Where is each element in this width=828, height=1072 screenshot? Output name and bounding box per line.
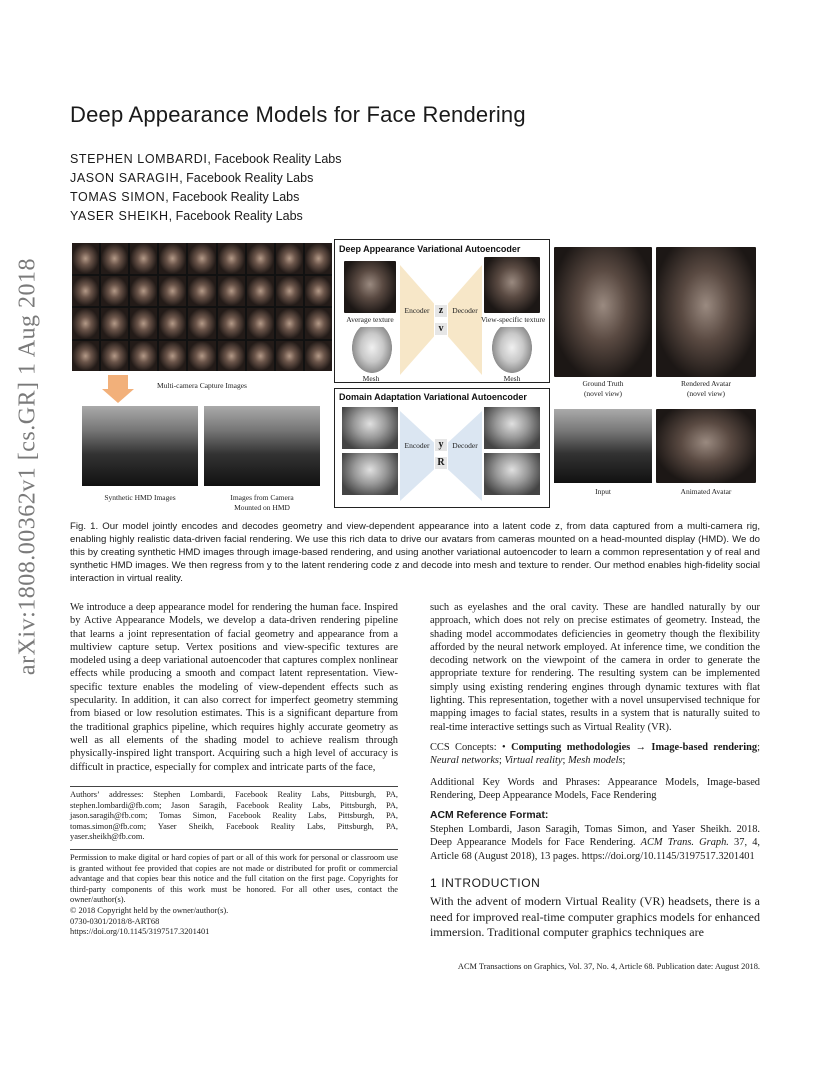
- page-footer: ACM Transactions on Graphics, Vol. 37, No. 4, Article 68. Publication date: August 2018.: [457, 962, 760, 971]
- synthetic-hmd-image: [82, 406, 198, 486]
- capture-image-grid: [72, 243, 332, 371]
- animated-avatar-image: [656, 409, 756, 483]
- ccs-concepts: [430, 741, 760, 768]
- mesh-label-right: Mesh: [503, 374, 521, 383]
- latent-z: z: [435, 305, 447, 317]
- ground-truth-label-2: (novel view): [583, 389, 623, 398]
- ccs-term: Virtual reality: [504, 755, 563, 767]
- ground-truth-image: [554, 247, 652, 377]
- da-output-image-1: [484, 407, 540, 449]
- teaser-figure: [72, 243, 758, 515]
- author-line: [70, 188, 342, 207]
- footnote-issn: 0730-0301/2018/8-ART68: [70, 916, 160, 926]
- author-affiliation: , Facebook Reality Labs: [165, 190, 300, 204]
- footnote-divider-2: [70, 849, 398, 850]
- abstract-column-1: We introduce a deep appearance model for rendering the human face. Inspired by Active Appearance Models, we develop a data-driven rendering pipeline that learns a joint representation of facial geometry and appearance from a multiview capture setup. Vertex positions and view-specific textures are modeled using a deep variational autoencoder that captures complex nonlinear effects while producing a smooth and compact latent representation. View-specific texture enables the modeling of view-dependent effects such as specularity. In addition, it can also correct for imperfect geometry stemming from biased or low resolution estimates. This is a significant departure from the traditional graphics pipeline, which requires highly accurate geometry as well as all elements of the shading model to achieve realism through physically-inspired light transport. Acquiring such a high level of accuracy is difficult in practice, especially for complex and intricate parts of the face,: [70, 602, 398, 773]
- animated-avatar-label: Animated Avatar: [680, 487, 732, 496]
- da-output-image-2: [484, 453, 540, 495]
- domain-adaptation-title: Domain Adaptation Variational Autoencoder: [339, 392, 527, 402]
- introduction-heading: 1 INTRODUCTION: [430, 876, 541, 890]
- rendered-avatar-image: [656, 247, 756, 377]
- ccs-bold: Computing methodologies → Image-based rendering: [511, 742, 758, 753]
- acm-reference-heading: ACM Reference Format:: [430, 810, 549, 821]
- footnote-copyright: © 2018 Copyright held by the owner/author(s).: [70, 905, 229, 915]
- author-name: YASER SHEIKH: [70, 209, 169, 223]
- ccs-sep: ;: [562, 755, 568, 767]
- mesh-image-left: [352, 327, 392, 373]
- latent-v: v: [435, 323, 447, 335]
- author-list: [70, 150, 342, 226]
- paper-title: Deep Appearance Models for Face Rendering: [70, 102, 526, 127]
- mesh-label-left: Mesh: [362, 374, 380, 383]
- input-hmd-image: [554, 409, 652, 483]
- da-encoder-label: Encoder: [404, 441, 430, 450]
- ccs-term: Neural networks: [430, 755, 499, 767]
- latent-r: R: [435, 457, 447, 469]
- ccs-sep: ;: [498, 755, 505, 767]
- author-line: [70, 169, 342, 188]
- footnote-divider: [70, 786, 398, 787]
- author-name: JASON SARAGIH: [70, 171, 180, 185]
- acm-reference-journal: ACM Trans. Graph.: [640, 837, 729, 849]
- ccs-sep: ;: [757, 742, 760, 753]
- acm-reference: [430, 823, 760, 863]
- ground-truth-label-1: Ground Truth: [582, 379, 624, 388]
- da-decoder-label: Decoder: [452, 441, 478, 450]
- footnote-permission-block: [70, 853, 398, 938]
- author-affiliation: , Facebook Reality Labs: [179, 171, 314, 185]
- author-affiliation: , Facebook Reality Labs: [168, 209, 303, 223]
- figure-caption: Fig. 1. Our model jointly encodes and decodes geometry and view-dependent appearance into a latent code z, from data captured from a multi-camera rig, enabling highly realistic data-driven facial rendering. We use this rich data to drive our avatars from cameras mounted on a head-mounted display (HMD). We do this by creating synthetic HMD images through image-based rendering, and using another variational autoencoder to learn a common representation y of real and synthetic HMD images. We then regress from y to the latent rendering code z and decode into mesh and texture to render. Our method enables high-fidelity social interaction in virtual reality.: [70, 521, 760, 584]
- latent-y: y: [435, 439, 447, 451]
- camera-hmd-image: [204, 406, 320, 486]
- acm-reference-text: Stephen Lombardi, Jason Saragih, Tomas Simon, and Yaser Sheikh. 2018. Deep Appearance Models for Face Rendering.: [430, 824, 760, 849]
- view-texture-label: View-specific texture: [480, 315, 546, 324]
- down-arrow-shaft: [108, 375, 128, 389]
- ccs-term: Mesh models: [568, 755, 623, 767]
- footnote-addresses: Authors’ addresses: Stephen Lombardi, Facebook Reality Labs, Pittsburgh, PA, stephen.lombardi@fb.com; Jason Saragih, Facebook Reality Labs, Pittsburgh, PA, jason.saragih@fb.com; Tomas Simon, Facebook Reality Labs, Pittsburgh, PA, tomas.simon@fb.com; Yaser Sheikh, Facebook Reality Labs, Pittsburgh, PA, yaser.sheikh@fb.com.: [70, 790, 398, 842]
- arxiv-stamp: arXiv:1808.00362v1 [cs.GR] 1 Aug 2018: [14, 257, 41, 676]
- input-label: Input: [595, 487, 611, 496]
- acm-reference-text-2: 37, 4, Article 68 (August 2018), 13 pages. https://doi.org/10.1145/3197517.3201401: [430, 837, 760, 862]
- keywords: Additional Key Words and Phrases: Appearance Models, Image-based Rendering, Deep Appearance Models, Face Rendering: [430, 777, 760, 802]
- footnote-doi: https://doi.org/10.1145/3197517.3201401: [70, 927, 210, 937]
- decoder-label: Decoder: [452, 306, 478, 315]
- author-name: STEPHEN LOMBARDI: [70, 152, 208, 166]
- footnote-permission: Permission to make digital or hard copies of part or all of this work for personal or classroom use is granted without fee provided that copies are not made or distributed for profit or commercial advantage and that copies bear this notice and the full citation on the first page. Copyrights for third-party components of this work must be honored. For all other uses, contact the owner/author(s).: [70, 853, 398, 905]
- introduction-text: With the advent of modern Virtual Reality (VR) headsets, there is a need for improved real-time computer graphics models for enhanced immersion. Traditional computer graphics techniques are: [430, 894, 760, 939]
- average-texture-image: [344, 261, 396, 313]
- author-name: TOMAS SIMON: [70, 190, 166, 204]
- rendered-avatar-label-1: Rendered Avatar: [680, 379, 732, 388]
- view-texture-image: [484, 257, 540, 313]
- ccs-end: ;: [622, 755, 626, 767]
- rendered-avatar-label-2: (novel view): [686, 389, 726, 398]
- capture-label: Multi-camera Capture Images: [157, 381, 247, 390]
- author-line: [70, 207, 342, 226]
- encoder-label: Encoder: [404, 306, 430, 315]
- da-input-image-2: [342, 453, 398, 495]
- author-affiliation: , Facebook Reality Labs: [207, 152, 342, 166]
- vae-title: Deep Appearance Variational Autoencoder: [339, 244, 521, 254]
- abstract-column-2: such as eyelashes and the oral cavity. These are handled naturally by our approach, which does not rely on precise estimates of geometry. Instead, the shading model accommodates deficiencies in geometry though the flexibility afforded by the neural network employed. At inference time, we condition the decoding network on the viewpoint of the camera in order to generate the appropriate texture for rendering. The resulting system can be implemented simply using existing rendering engines through dynamic textures with flat lighting. This representation, together with a novel unsupervised technique for mapping images to facial states, results in a system that is naturally suited to real-time interactive settings such as Virtual Reality (VR).: [430, 602, 760, 733]
- down-arrow-icon: [102, 389, 134, 403]
- da-input-image-1: [342, 407, 398, 449]
- synthetic-hmd-label: Synthetic HMD Images: [104, 493, 176, 502]
- mesh-image-right: [492, 327, 532, 373]
- ccs-prefix: CCS Concepts: •: [430, 742, 512, 753]
- average-texture-label: Average texture: [346, 315, 394, 324]
- author-line: [70, 150, 342, 169]
- camera-hmd-label-2: Mounted on HMD: [234, 503, 290, 512]
- camera-hmd-label-1: Images from Camera: [230, 493, 294, 502]
